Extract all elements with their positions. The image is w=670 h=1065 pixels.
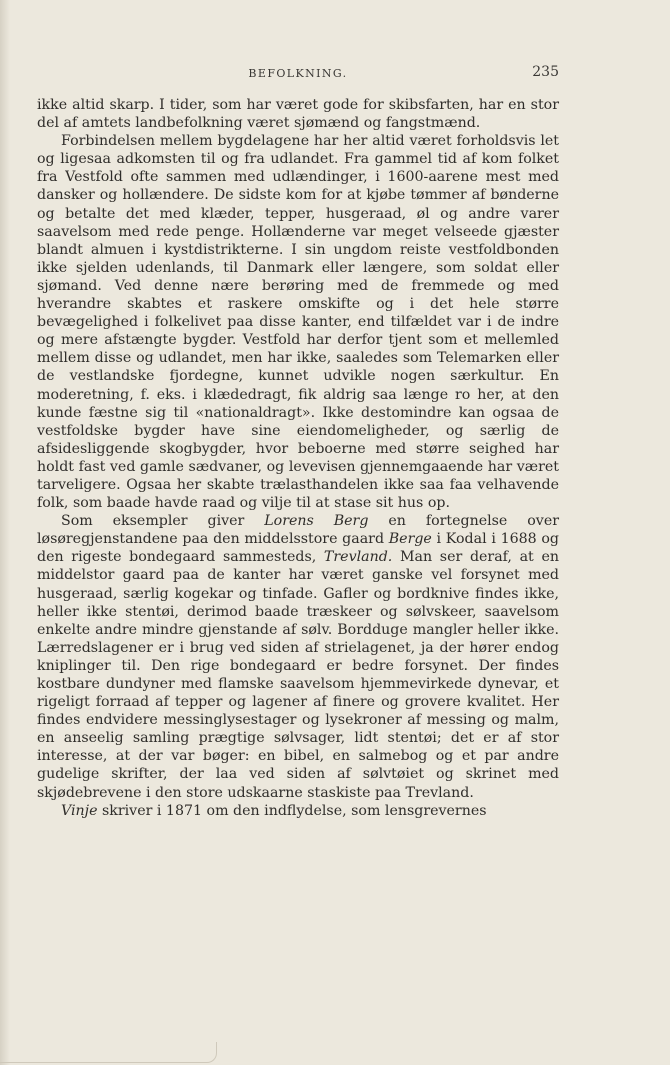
paragraph (37, 132, 559, 512)
text-run: ikke altid skarp. I tider, som har været gode for skibsfarten, har en stor del af amtets landbefolkning været sjømænd og fangstmænd. (37, 97, 559, 132)
italic-name: Vinje (61, 802, 98, 819)
paragraph (37, 512, 559, 802)
paragraph (37, 802, 559, 820)
text-run: en fortegnelse over løsøregjenstandene paa den middelsstore gaard (37, 513, 559, 548)
text-run: skriver i 1871 om den indflydelse, som lensgrevernes (97, 802, 487, 819)
page-corner-mark (0, 1042, 217, 1063)
body-text (37, 96, 559, 820)
page-number: 235 (532, 64, 559, 80)
page-binding-edge (0, 0, 10, 1065)
page-header (37, 63, 559, 85)
text-run: Som eksempler giver (61, 513, 265, 530)
paragraph (37, 96, 559, 132)
italic-name: Berge (388, 531, 432, 548)
text-run: Forbindelsen mellem bygdelagene har her altid været forholdsvis let og ligesaa adkomsten til og fra udlandet. Fra gammel tid af kom folket fra Vestfold ofte sammen med udlændinger, i 1600-aarene mest med dansker og hollændere. De sidste kom for at kjøbe tømmer af bønderne og betalte det med klæder, tepper, husgeraad, øl og andre varer saavelsom med rede penge. Hollænderne var meget velseede gjæster blandt almuen i kystdistrikterne. I sin ungdom reiste vestfoldbonden ikke sjelden udenlands, til Danmark eller længere, som soldat eller sjømand. Ved denne nære berøring med de fremmede og med hverandre skabtes et raskere omskifte og i det hele større bevægelighed i folkelivet paa disse kanter, end tilfældet var i de indre og mere afstængte bygder. Vestfold har derfor tjent som et mellemled mellem disse og udlandet, men har ikke, saaledes som Telemarken eller de vestlandske fjordegne, kunnet udvikle nogen særkultur. En moderetning, f. eks. i klædedragt, fik aldrig saa længe ro her, at den kunde fæstne sig til «nationaldragt». Ikke destomindre kan ogsaa de vestfoldske bygder have sine eiendomeligheder, og særlig de afsidesliggende skogbygder, hvor beboerne med større seighed har holdt fast ved gamle sædvaner, og levevisen gjennemgaaende har været tarveligere. Ogsaa her skabte trælasthandelen ikke saa faa velhavende folk, som baade havde raad og vilje til at stase sit hus op. (37, 133, 559, 512)
italic-name: Trevland. (323, 549, 393, 566)
running-head: BEFOLKNING. (248, 67, 348, 80)
text-run: i Kodal i 1688 og den rigeste bondegaard sammesteds, (37, 531, 559, 566)
italic-name: Lorens Berg (264, 513, 369, 530)
text-run: Man ser deraf, at en middelstor gaard paa de kanter har været ganske vel forsynet med husgeraad, særlig kogekar og tinfade. Gafler og bordknive findes ikke, heller ikke stentøi, derimod baade træskeer og sølvskeer, saavelsom enkelte andre mindre gjenstande af sølv. Bordduge mangler heller ikke. Lærredslagener er i brug ved siden af strielagenet, ja der hører endog kniplinger til. Den rige bondegaard er bedre forsynet. Der findes kostbare dundyner med flamske saavelsom hjemmevirkede dynevar, et rigeligt forraad af tepper og lagener af finere og grovere kvalitet. Her findes endvidere messinglysestager og lysekroner af messing og malm, en anseelig samling prægtige sølvsager, lidt stentøi; det er af stor interesse, at der var bøger: en bibel, en salmebog og et par andre gudelige skrifter, der laa ved siden af sølvtøiet og skrinet med skjødebrevene i den store udskaarne staskiste paa Trevland. (37, 549, 559, 801)
